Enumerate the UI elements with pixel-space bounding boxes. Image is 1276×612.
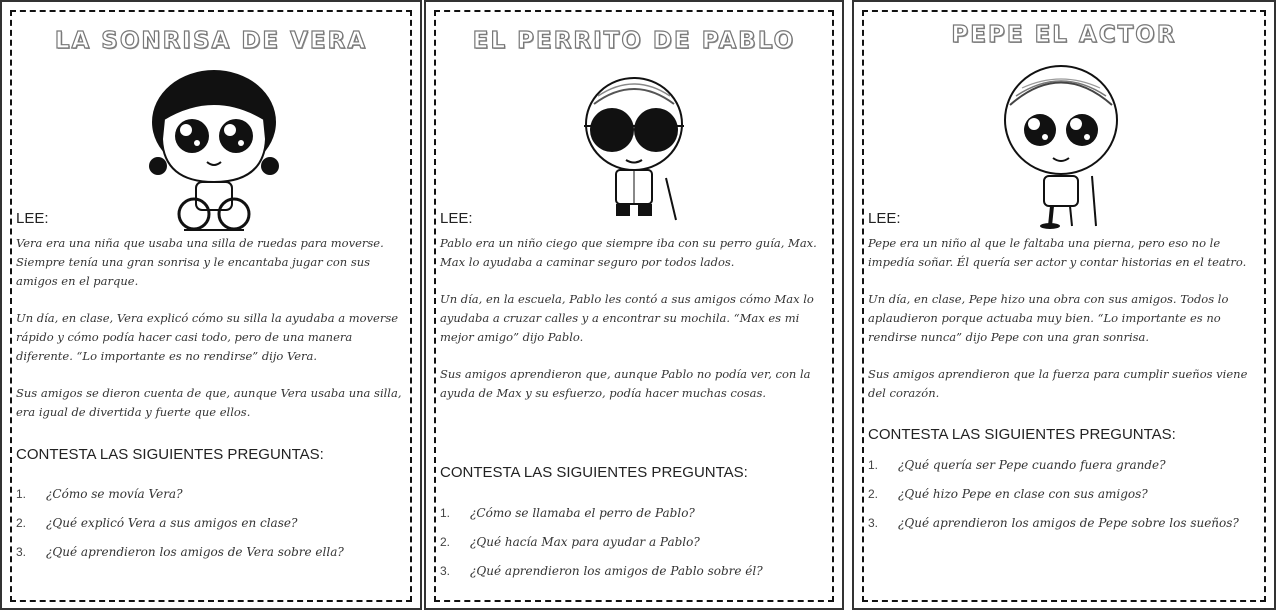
questions-heading: CONTESTA LAS SIGUIENTES PREGUNTAS:	[16, 446, 324, 463]
question-number: 2.	[868, 487, 879, 501]
question-number: 2.	[440, 535, 451, 549]
question-text: ¿Cómo se llamaba el perro de Pablo?	[470, 506, 695, 520]
question-text: ¿Qué hizo Pepe en clase con sus amigos?	[898, 487, 1148, 501]
card-title: EL PERRITO DE PABLO	[472, 28, 796, 54]
girl-wheelchair-illustration	[144, 64, 284, 234]
questions-list	[440, 506, 828, 593]
questions-list	[868, 458, 1260, 545]
question-item	[440, 506, 828, 535]
question-number: 3.	[440, 564, 451, 578]
story-paragraph: Un día, en clase, Vera explicó cómo su silla la ayudaba a moverse rápido y cómo podía hacer casi todo, pero de una manera diferente. “Lo importante es no rendirse” dijo Vera.	[16, 311, 399, 363]
question-item	[16, 487, 406, 516]
question-item	[868, 458, 1260, 487]
story-paragraph: Sus amigos se dieron cuenta de que, aunque Vera usaba una silla, era igual de divertida y fuerte que ellos.	[16, 386, 402, 419]
read-label: LEE:	[868, 210, 901, 227]
questions-heading: CONTESTA LAS SIGUIENTES PREGUNTAS:	[868, 426, 1176, 443]
story-paragraph: Pablo era un niño ciego que siempre iba con su perro guía, Max. Max lo ayudaba a caminar seguro por todos lados.	[440, 236, 817, 269]
story-paragraph: Un día, en clase, Pepe hizo una obra con sus amigos. Todos lo aplaudieron porque actuaba muy bien. “Lo importante es no rendirse nunca” dijo Pepe con una gran sonrisa.	[868, 292, 1229, 344]
question-item	[868, 487, 1260, 516]
questions-list	[16, 487, 406, 574]
question-item	[440, 564, 828, 593]
question-text: ¿Qué aprendieron los amigos de Pepe sobre los sueños?	[898, 516, 1239, 530]
worksheet-page-1	[0, 0, 422, 610]
question-text: ¿Qué aprendieron los amigos de Vera sobre ella?	[46, 545, 344, 559]
story-text	[16, 234, 404, 440]
story-card	[434, 10, 834, 602]
question-text: ¿Qué explicó Vera a sus amigos en clase?	[46, 516, 298, 530]
card-title: LA SONRISA DE VERA	[54, 28, 368, 54]
question-number: 1.	[16, 487, 27, 501]
worksheet-page-2	[424, 0, 844, 610]
question-item	[16, 545, 406, 574]
story-card	[10, 10, 412, 602]
story-card	[862, 10, 1266, 602]
story-paragraph: Sus amigos aprendieron que la fuerza para cumplir sueños viene del corazón.	[868, 367, 1248, 400]
questions-heading: CONTESTA LAS SIGUIENTES PREGUNTAS:	[440, 464, 748, 481]
story-paragraph: Pepe era un niño al que le faltaba una pierna, pero eso no le impedía soñar. Él quería ser actor y contar historias en el teatro.	[868, 236, 1247, 269]
question-number: 2.	[16, 516, 27, 530]
question-number: 1.	[868, 458, 879, 472]
story-paragraph: Vera era una niña que usaba una silla de ruedas para moverse. Siempre tenía una gran sonrisa y le encantaba jugar con sus amigos en el parque.	[16, 236, 384, 288]
story-paragraph: Un día, en la escuela, Pablo les contó a sus amigos cómo Max lo ayudaba a cruzar calles y a encontrar su mochila. “Max es mi mejor amigo” dijo Pablo.	[440, 292, 814, 344]
read-label: LEE:	[440, 210, 473, 227]
question-text: ¿Qué aprendieron los amigos de Pablo sobre él?	[470, 564, 763, 578]
read-label: LEE:	[16, 210, 49, 227]
card-title: PEPE EL ACTOR	[951, 22, 1177, 48]
boy-prosthetic-leg-illustration	[996, 60, 1126, 230]
question-text: ¿Qué hacía Max para ayudar a Pablo?	[470, 535, 700, 549]
boy-dark-glasses-illustration	[574, 74, 694, 224]
question-item	[868, 516, 1260, 545]
question-number: 3.	[868, 516, 879, 530]
question-item	[440, 535, 828, 564]
question-number: 1.	[440, 506, 451, 520]
story-text	[440, 234, 826, 421]
question-item	[16, 516, 406, 545]
question-text: ¿Qué quería ser Pepe cuando fuera grande?	[898, 458, 1166, 472]
question-number: 3.	[16, 545, 27, 559]
question-text: ¿Cómo se movía Vera?	[46, 487, 183, 501]
story-text	[868, 234, 1258, 421]
story-paragraph: Sus amigos aprendieron que, aunque Pablo no podía ver, con la ayuda de Max y su esfuerzo, podía hacer muchas cosas.	[440, 367, 811, 400]
worksheet-page-3	[852, 0, 1276, 610]
